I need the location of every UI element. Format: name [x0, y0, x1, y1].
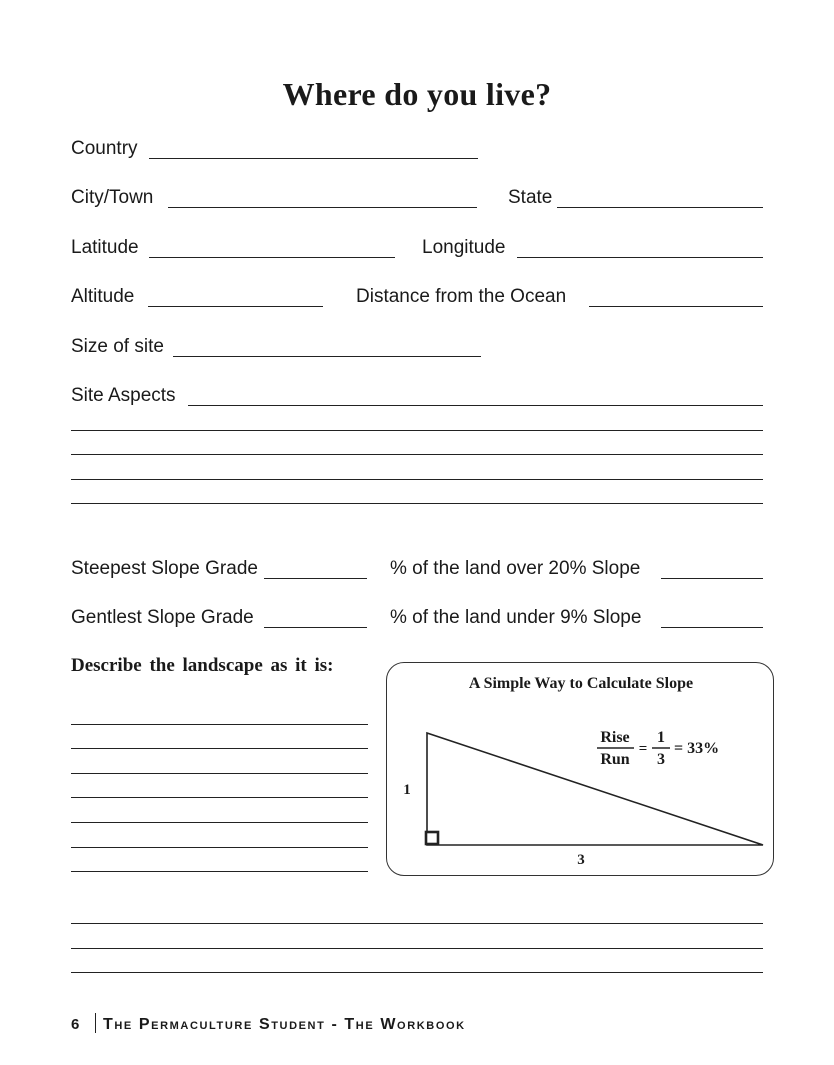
formula-denominator: 3 [657, 751, 665, 768]
describe-landscape-label: Describe the landscape as it is: [71, 655, 334, 676]
site-aspects-field[interactable] [188, 405, 763, 406]
rise-side-label: 1 [403, 782, 411, 798]
altitude-field[interactable] [148, 306, 323, 307]
land-over-20-label: % of the land over 20% Slope [390, 558, 645, 580]
site-aspects-line[interactable] [71, 454, 763, 455]
book-title: The Permaculture Student - The Workbook [103, 1016, 466, 1033]
latitude-label: Latitude [71, 237, 144, 259]
notes-line[interactable] [71, 923, 763, 924]
altitude-label: Altitude [71, 286, 139, 308]
state-field[interactable] [557, 207, 763, 208]
city-town-label: City/Town [71, 187, 158, 209]
describe-landscape-line[interactable] [71, 748, 368, 749]
latitude-field[interactable] [149, 257, 395, 258]
describe-landscape-line[interactable] [71, 724, 368, 725]
steepest-slope-field[interactable] [264, 578, 367, 579]
gentlest-slope-field[interactable] [264, 627, 367, 628]
state-label: State [508, 187, 557, 209]
formula-rise: Rise [600, 729, 630, 746]
city-town-field[interactable] [168, 207, 477, 208]
site-aspects-line[interactable] [71, 503, 763, 504]
size-of-site-label: Size of site [71, 336, 169, 358]
describe-landscape-line[interactable] [71, 822, 368, 823]
formula-equals: = [638, 741, 648, 757]
slope-calculation-box [386, 662, 774, 876]
distance-from-ocean-field[interactable] [589, 306, 763, 307]
describe-landscape-line[interactable] [71, 773, 368, 774]
size-of-site-field[interactable] [173, 356, 481, 357]
longitude-label: Longitude [422, 237, 510, 259]
formula-run: Run [600, 751, 630, 768]
site-aspects-line[interactable] [71, 430, 763, 431]
land-over-20-field[interactable] [661, 578, 763, 579]
country-label: Country [71, 138, 143, 160]
formula-result: = 33% [674, 740, 720, 757]
run-side-label: 3 [577, 852, 585, 868]
land-under-9-label: % of the land under 9% Slope [390, 607, 646, 629]
describe-landscape-line[interactable] [71, 797, 368, 798]
describe-landscape-line[interactable] [71, 871, 368, 872]
page-footer [71, 1013, 466, 1034]
land-under-9-field[interactable] [661, 627, 763, 628]
slope-box-title: A Simple Way to Calculate Slope [468, 675, 694, 692]
formula-numerator: 1 [657, 729, 665, 746]
notes-line[interactable] [71, 972, 763, 973]
country-field[interactable] [149, 158, 478, 159]
right-angle-marker [426, 832, 438, 844]
gentlest-slope-label: Gentlest Slope Grade [71, 607, 259, 629]
site-aspects-label: Site Aspects [71, 385, 181, 407]
footer-separator [95, 1013, 96, 1033]
page-title: Where do you live? [282, 76, 552, 112]
steepest-slope-label: Steepest Slope Grade [71, 558, 263, 580]
slope-diagram [387, 663, 775, 877]
describe-landscape-line[interactable] [71, 847, 368, 848]
distance-from-ocean-label: Distance from the Ocean [356, 286, 571, 308]
longitude-field[interactable] [517, 257, 763, 258]
page-number: 6 [71, 1016, 80, 1033]
notes-line[interactable] [71, 948, 763, 949]
site-aspects-line[interactable] [71, 479, 763, 480]
